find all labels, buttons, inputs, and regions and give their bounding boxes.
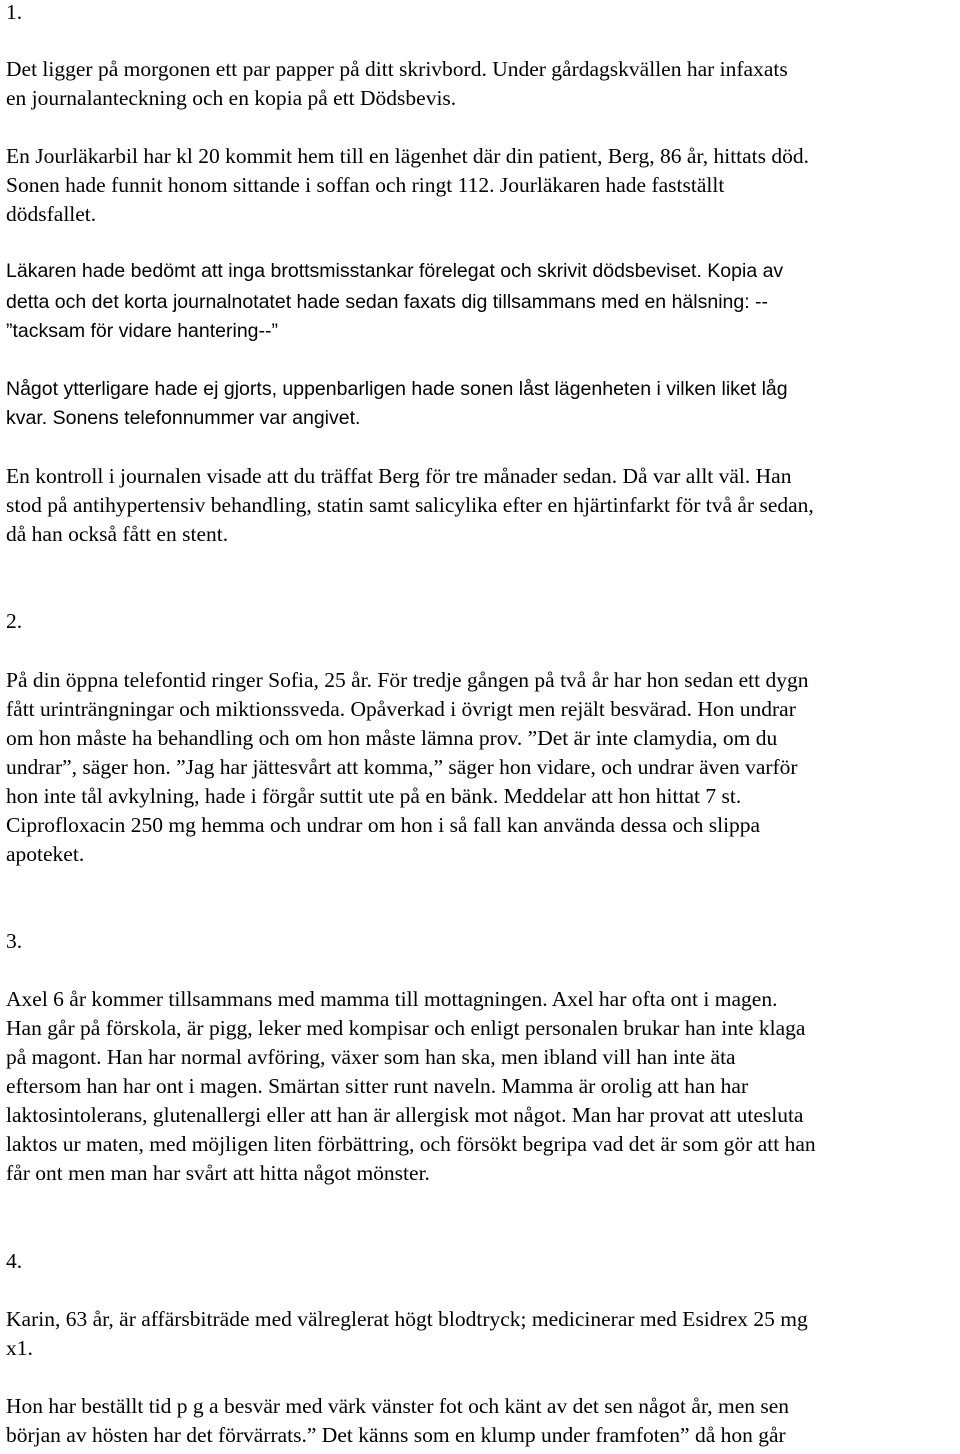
paragraph-line: undrar”, säger hon. ”Jag har jättesvårt att komma,” säger hon vidare, och undrar även varför — [6, 755, 798, 779]
section-number: 3. — [6, 929, 23, 953]
paragraph-line: Hon har beställt tid p g a besvär med värk vänster fot och känt av det sen något år, men sen — [6, 1394, 790, 1418]
section-number: 4. — [6, 1249, 23, 1273]
paragraph-line: då han också fått en stent. — [6, 522, 229, 546]
paragraph-line: får ont men man har svårt att hitta något mönster. — [6, 1161, 430, 1185]
paragraph-line: om hon måste ha behandling och om hon måste lämna prov. ”Det är inte clamydia, om du — [6, 726, 778, 750]
paragraph-line: ”tacksam för vidare hantering--” — [6, 320, 279, 342]
paragraph-line: Ciprofloxacin 250 mg hemma och undrar om hon i så fall kan använda dessa och slippa — [6, 813, 761, 837]
paragraph-line: eftersom han har ont i magen. Smärtan sitter runt naveln. Mamma är orolig att han har — [6, 1074, 749, 1098]
paragraph-line: Sonen hade funnit honom sittande i soffan och ringt 112. Jourläkaren hade fastställt — [6, 173, 725, 197]
paragraph-line: Läkaren hade bedömt att inga brottsmisstankar förelegat och skrivit dödsbeviset. Kopia av — [6, 260, 784, 282]
paragraph-line: fått urinträngningar och miktionssveda. Opåverkad i övrigt men rejält besvärad. Hon undrar — [6, 697, 796, 721]
paragraph-line: En Jourläkarbil har kl 20 kommit hem till en lägenhet där din patient, Berg, 86 år, hittats död. — [6, 144, 810, 168]
paragraph-line: laktos ur maten, med möjligen liten förbättring, och försökt begripa vad det är som gör att han — [6, 1132, 816, 1156]
paragraph-line: en journalanteckning och en kopia på ett Dödsbevis. — [6, 86, 457, 110]
paragraph-line: Axel 6 år kommer tillsammans med mamma till mottagningen. Axel har ofta ont i magen. — [6, 987, 778, 1011]
paragraph-line: början av hösten har det förvärrats.” Det känns som en klump under framfoten” då hon går — [6, 1423, 786, 1447]
paragraph-line: hon inte tål avkylning, hade i förgår suttit ute på en bänk. Meddelar att hon hittat 7 st. — [6, 784, 742, 808]
paragraph-line: dödsfallet. — [6, 202, 97, 226]
paragraph-line: Karin, 63 år, är affärsbiträde med välreglerat högt blodtryck; medicinerar med Esidrex 25 mg — [6, 1307, 808, 1331]
paragraph-line: x1. — [6, 1336, 33, 1360]
paragraph-line: apoteket. — [6, 842, 85, 866]
paragraph-line: kvar. Sonens telefonnummer var angivet. — [6, 407, 361, 429]
paragraph-line: Han går på förskola, är pigg, leker med kompisar och enligt personalen brukar han inte klaga — [6, 1016, 806, 1040]
section-number: 1. — [6, 0, 23, 24]
paragraph-line: på magont. Han har normal avföring, växer som han ska, men ibland vill han inte äta — [6, 1045, 736, 1069]
paragraph-line: En kontroll i journalen visade att du träffat Berg för tre månader sedan. Då var allt väl. Han — [6, 464, 792, 488]
paragraph-line: detta och det korta journalnotatet hade sedan faxats dig tillsammans med en hälsning: -- — [6, 291, 769, 313]
section-number: 2. — [6, 609, 23, 633]
paragraph-line: Det ligger på morgonen ett par papper på ditt skrivbord. Under gårdagskvällen har infaxats — [6, 57, 788, 81]
paragraph-line: Något ytterligare hade ej gjorts, uppenbarligen hade sonen låst lägenheten i vilken liket låg — [6, 378, 788, 400]
paragraph-line: laktosintolerans, glutenallergi eller att han är allergisk mot något. Man har provat att utesluta — [6, 1103, 804, 1127]
paragraph-line: stod på antihypertensiv behandling, statin samt salicylika efter en hjärtinfarkt för två år sedan, — [6, 493, 814, 517]
paragraph-line: På din öppna telefontid ringer Sofia, 25 år. För tredje gången på två år har hon sedan ett dygn — [6, 668, 809, 692]
